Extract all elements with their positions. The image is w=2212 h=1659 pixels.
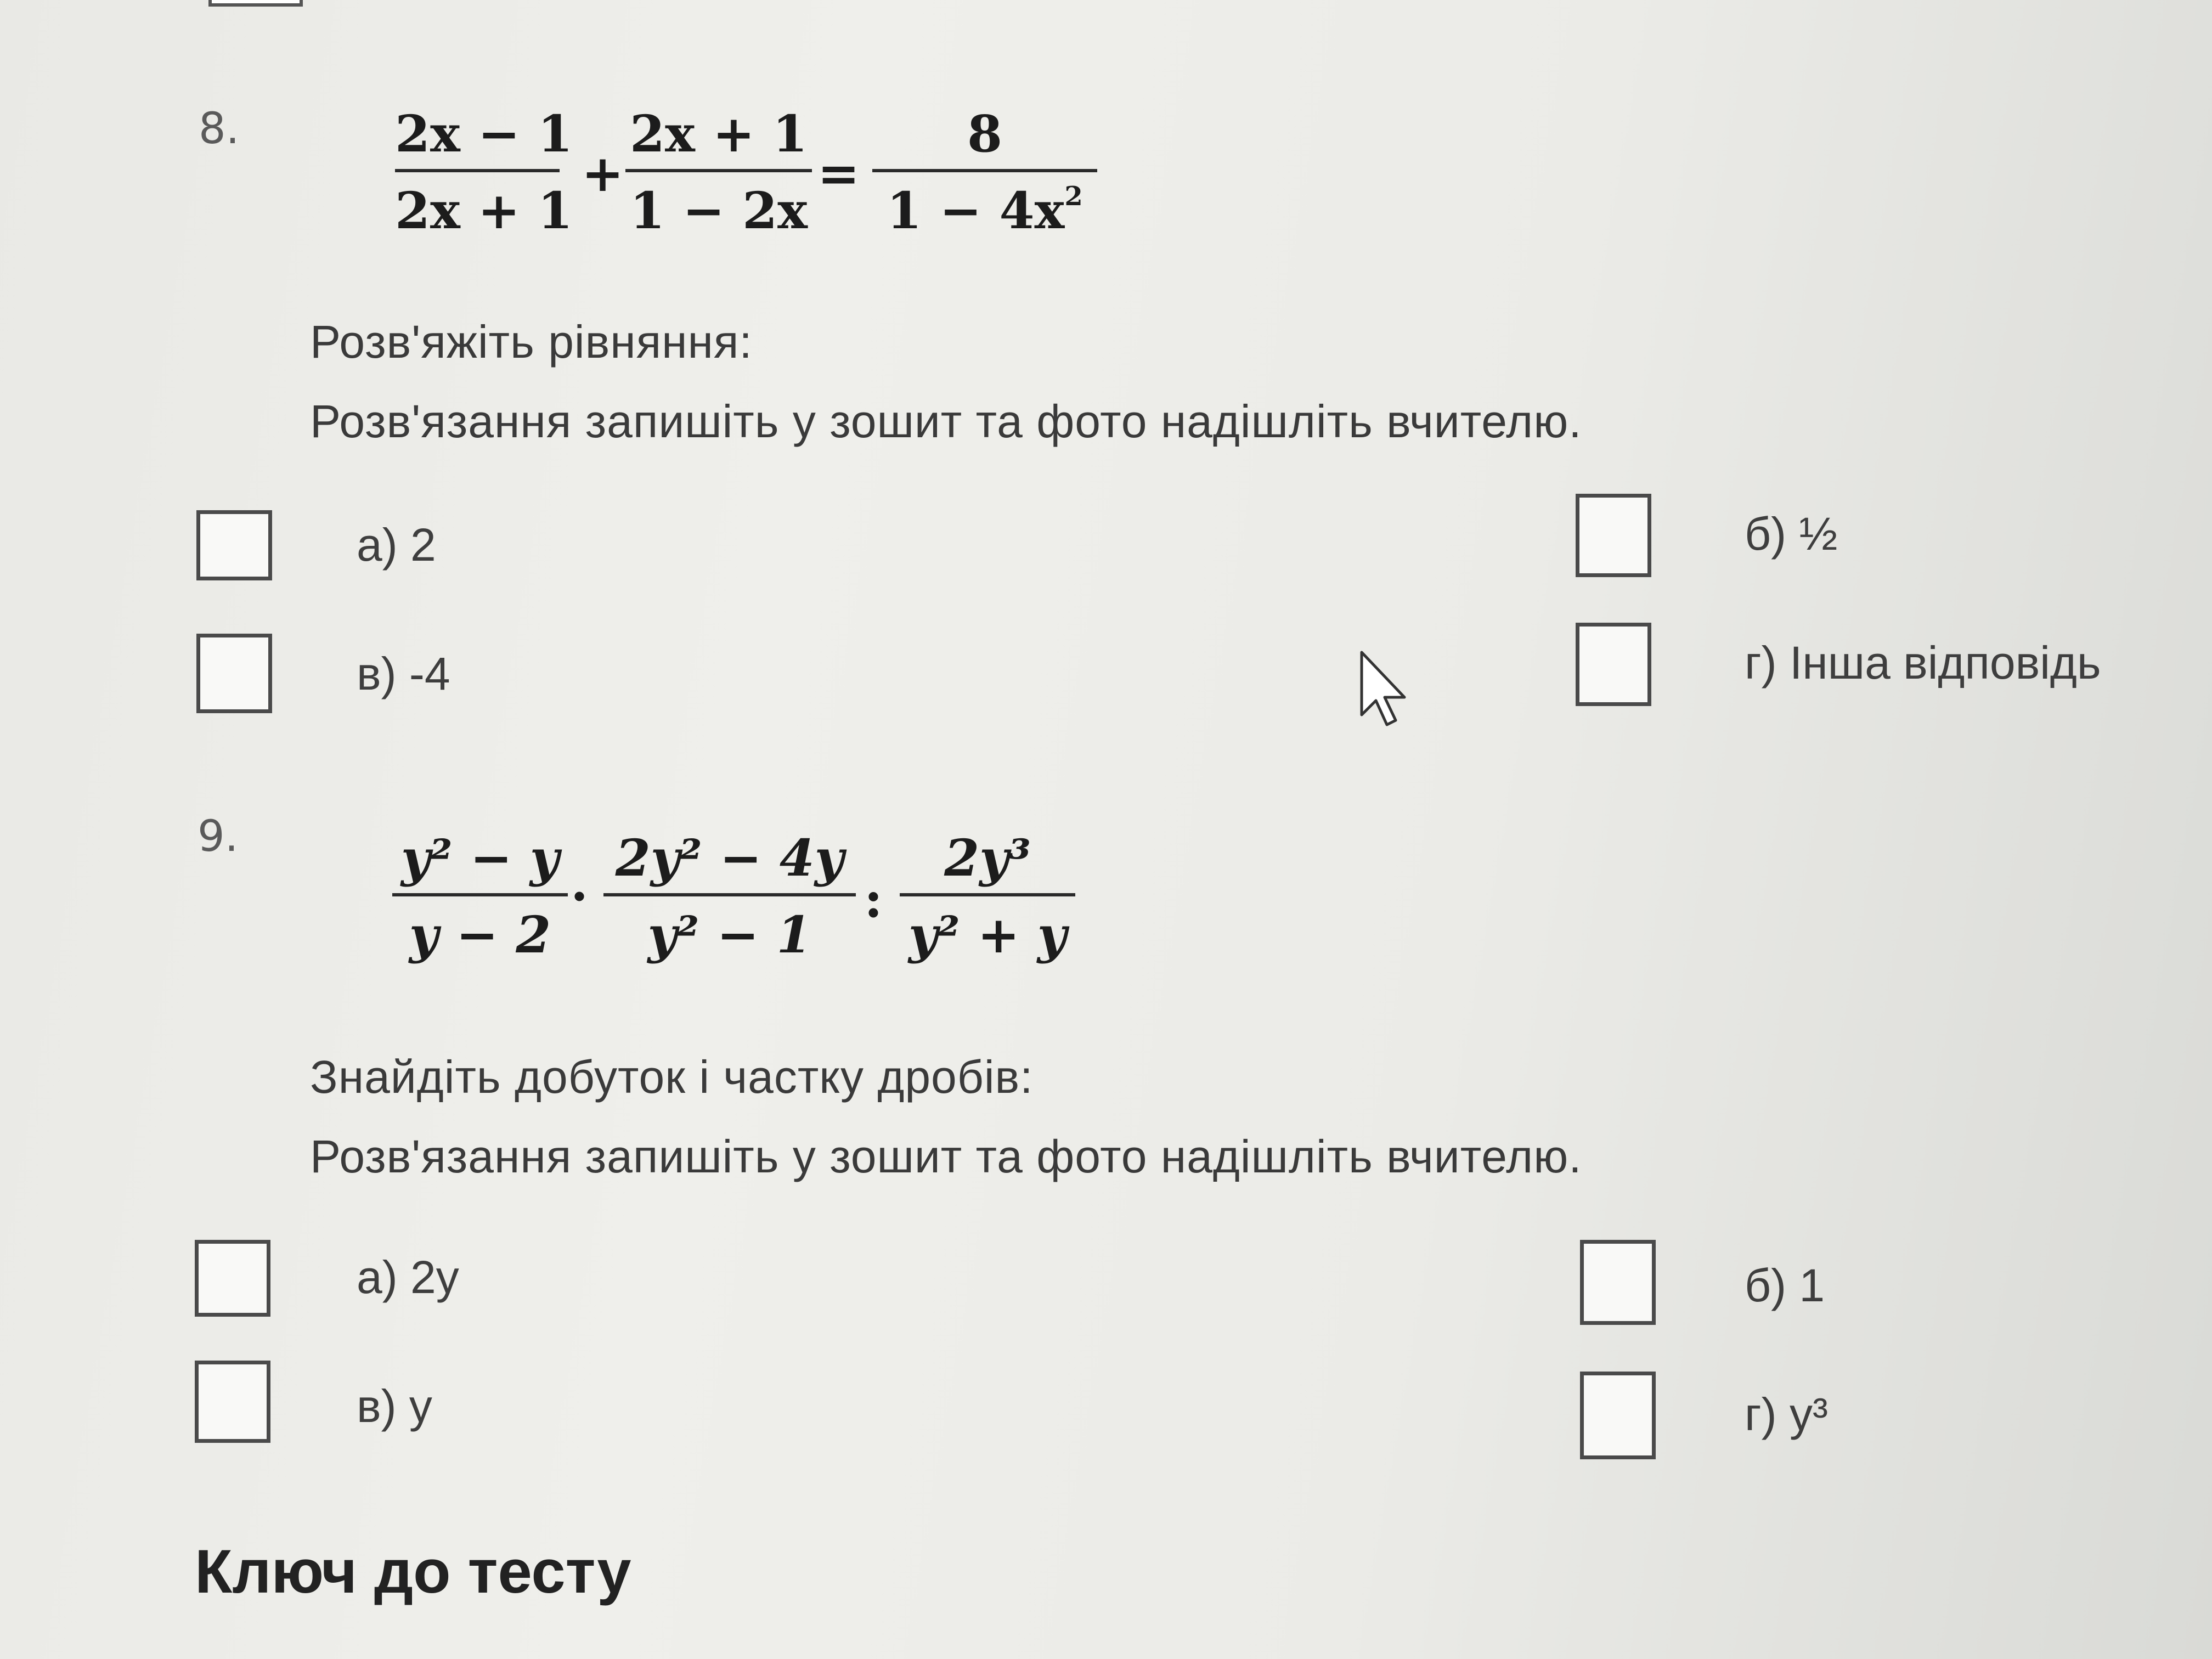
answer-label-c: в) -4 (357, 648, 450, 699)
answer-label-c: в) у (357, 1380, 432, 1432)
divide-operator: : (864, 870, 883, 929)
denominator-base: 1 − 4x (887, 181, 1065, 240)
question-number: 9. (198, 812, 239, 861)
answer-checkbox-b[interactable] (1580, 1240, 1656, 1325)
fraction-bar (625, 169, 812, 172)
fraction-bar (395, 169, 560, 172)
fraction-3 (872, 104, 1097, 240)
question-number: 8. (199, 104, 240, 154)
fraction-numerator: 2y³ (944, 828, 1031, 888)
answer-checkbox-a[interactable] (195, 1240, 270, 1317)
fraction-1 (395, 104, 573, 240)
answer-label-d: г) Інша відповідь (1745, 637, 2101, 689)
fraction-denominator: y² + y (908, 905, 1067, 964)
answer-label-b: б) 1 (1745, 1260, 1825, 1311)
fraction-2 (603, 828, 856, 964)
fraction-denominator: y − 2 (409, 905, 551, 964)
answer-checkbox-b[interactable] (1576, 494, 1651, 577)
fraction-numerator: y² − y (400, 828, 560, 888)
answer-key-heading[interactable]: Ключ до тесту (195, 1537, 631, 1606)
previous-checkbox-fragment[interactable] (208, 0, 303, 7)
fraction-2 (625, 104, 812, 240)
question-note: Розв'язання запишіть у зошит та фото надішліть вчителю. (310, 396, 1582, 447)
mouse-pointer-icon (1359, 650, 1409, 727)
answer-label-b: б) ½ (1745, 508, 1838, 560)
answer-checkbox-a[interactable] (196, 510, 272, 580)
answer-checkbox-c[interactable] (196, 634, 272, 713)
question-instruction: Знайдіть добуток і частку дробів: (310, 1051, 1034, 1103)
answer-checkbox-d[interactable] (1576, 623, 1651, 706)
fraction-numerator: 2x + 1 (629, 104, 808, 163)
fraction-3 (900, 828, 1075, 964)
fraction-numerator: 2y² − 4y (615, 828, 844, 888)
answer-label-a: а) 2у (357, 1251, 459, 1303)
fraction-numerator: 2x − 1 (395, 104, 573, 163)
question-note: Розв'язання запишіть у зошит та фото надішліть вчителю. (310, 1131, 1582, 1182)
fraction-denominator: 1 − 2x (629, 181, 808, 240)
fraction-bar (392, 893, 568, 896)
fraction-bar (900, 893, 1075, 896)
fraction-denominator: 2x + 1 (395, 181, 573, 240)
fraction-bar (872, 169, 1097, 172)
answer-checkbox-d[interactable] (1580, 1372, 1656, 1459)
fraction-denominator: y² − 1 (647, 905, 812, 964)
fraction-denominator (872, 181, 1097, 240)
multiply-operator: · (571, 867, 589, 926)
answer-label-a: а) 2 (357, 519, 436, 571)
plus-operator: + (582, 144, 624, 203)
question-instruction: Розв'яжіть рівняння: (310, 316, 753, 368)
fraction-numerator: 8 (967, 104, 1002, 163)
denominator-exponent: 2 (1064, 181, 1083, 212)
equals-operator: = (817, 144, 860, 203)
fraction-bar (603, 893, 856, 896)
answer-label-d: г) у³ (1745, 1389, 1828, 1440)
fraction-1 (392, 828, 568, 964)
answer-checkbox-c[interactable] (195, 1361, 270, 1443)
